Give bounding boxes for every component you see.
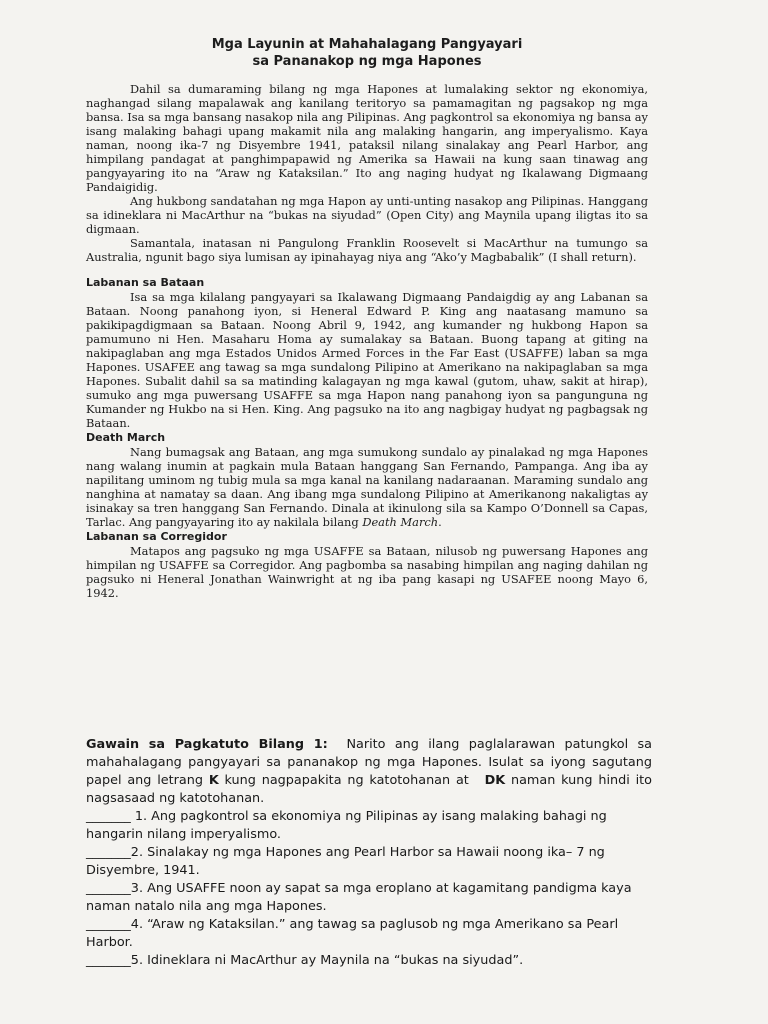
intro-paragraph-3: Samantala, inatasan ni Pangulong Franklin Roosevelt si MacArthur na tumungo sa Australia, ngunit bago siya lumisan ay ipinahayag niya ang “Ako’y Magbabalik” (I shall return).	[86, 236, 648, 264]
answer-blank-1[interactable]: _______	[86, 809, 131, 824]
section-text-bataan: Isa sa mga kilalang pangyayari sa Ikalawang Digmaang Pandaigdig ay ang Labanan sa Bataan. Noong panahong iyon, si Heneral Edward P. King ang naatasang mamuno sa pakikipagdigmaan sa Bataan. Noong Abril 9, 1942, ang kumander ng hukbong Hapon sa pamumuno ni Hen. Masaharu Homa ay sumalakay sa Bataan. Buong tapang at giting na nakipaglaban ang mga Estados Unidos Armed Forces in the Far East (USAFFE) laban sa mga Hapones. USAFEE ang tawag sa mga sundalong Pilipino at Amerikano na nakipaglaban sa mga Hapones. Subalit dahil sa sa matinding kalagayan ng mga kawal (gutom, uhaw, sakit at hirap), sumuko ang mga puwersang USAFFE sa mga Hapon nang panahong iyon sa pangunguna ng Kumander ng Hukbo na si Hen. King. Ang pagsuko na ito ang nagbigay hudyat ng pagbagsak ng Bataan.	[86, 290, 648, 430]
section-heading-corregidor: Labanan sa Corregidor	[86, 530, 227, 543]
answer-blank-3[interactable]: _______	[86, 881, 131, 896]
instructions-part-2: kung nagpapakita ng katotohanan at	[218, 773, 475, 788]
title-line-2: sa Pananakop ng mga Hapones	[252, 54, 482, 69]
section-heading-death-march: Death March	[86, 431, 166, 444]
death-march-term: Death March	[362, 515, 439, 529]
activity-label: Gawain sa Pagkatuto Bilang 1:	[86, 737, 328, 752]
item-text-5: 5. Idineklara ni MacArthur ay Maynila na “bukas na siyudad”.	[130, 953, 524, 968]
intro-paragraph-2: Ang hukbong sandatahan ng mga Hapon ay unti-unting nasakop ang Pilipinas. Hanggang sa idineklara ni MacArthur na “bukas na siyudad” (Open City) ang Maynila upang iligtas ito sa digmaan.	[86, 194, 648, 236]
document-body	[86, 36, 648, 600]
answer-blank-2[interactable]: _______	[86, 845, 131, 860]
activity-item-5	[86, 952, 652, 970]
activity-item-1	[86, 808, 652, 844]
section-text-corregidor: Matapos ang pagsuko ng mga USAFFE sa Bataan, nilusob ng puwersang Hapones ang himpilan ng USAFFE sa Corregidor. Ang pagbomba sa nasabing himpilan ang naging dahilan ng pagsuko ni Heneral Jonathan Wainwright at ng iba pang kasapi ng USAFEE noong Mayo 6, 1942.	[86, 544, 648, 600]
activity-item-4	[86, 916, 652, 952]
letter-dk: DK	[484, 773, 506, 788]
item-text-3: 3. Ang USAFFE noon ay sapat sa mga eroplano at kagamitang pandigma kaya naman natalo nila ang mga Hapones.	[86, 881, 632, 914]
intro-paragraph-1: Dahil sa dumaraming bilang ng mga Hapones at lumalaking sektor ng ekonomiya, naghangad silang mapalawak ang kanilang teritoryo sa pamamagitan ng pagsakop ng mga bansa. Isa sa mga bansang nasakop nila ang Pilipinas. Ang pagkontrol sa ekonomiya ng bansa ay isang malaking bahagi upang makamit nila ang malaking hangarin, ang imperyalismo. Kaya naman, noong ika-7 ng Disyembre 1941, pataksil nilang sinalakay ang Pearl Harbor, ang himpilang pandagat at panghimpapawid ng Amerika sa Hawaii na kung saan tinawag ang pangyayaring ito na “Araw ng Kataksilan.” Ito ang naging hudyat ng Ikalawang Digmaang Pandaigidig.	[86, 82, 648, 194]
section-heading-bataan: Labanan sa Bataan	[86, 276, 205, 289]
item-text-4: 4. “Araw ng Kataksilan.” ang tawag sa paglusob ng mga Amerikano sa Pearl Harbor.	[86, 917, 619, 950]
death-march-text: Nang bumagsak ang Bataan, ang mga sumukong sundalo ay pinalakad ng mga Hapones nang walang inumin at pagkain mula Bataan hanggang San Fernando, Pampanga. Ang iba ay napilitang uminom ng tubig mula sa mga kanal na kanilang nadaraanan. Maraming sundalo ang nanghina at namatay sa daan. Ang ibang mga sundalong Pilipino at Amerikanong nakaligtas ay isinakay sa tren hanggang San Fernando. Dinala at ikinulong sila sa Kampo O’Donnell sa Capas, Tarlac. Ang pangyayaring ito ay nakilala bilang	[86, 445, 648, 529]
section-text-death-march	[86, 445, 648, 529]
answer-blank-5[interactable]: _______	[86, 953, 131, 968]
instructions-part-3: naman kung hindi ito nagsasaad ng katotohanan.	[86, 773, 652, 806]
answer-blank-4[interactable]: _______	[86, 917, 131, 932]
title-line-1: Mga Layunin at Mahahalagang Pangyayari	[211, 37, 523, 52]
page-title	[86, 36, 648, 70]
activity-item-2	[86, 844, 652, 880]
item-text-1: 1. Ang pagkontrol sa ekonomiya ng Pilipinas ay isang malaking bahagi ng hangarin nilang imperyalismo.	[86, 809, 607, 842]
activity-item-3	[86, 880, 652, 916]
instructions-part-1: Narito ang ilang paglalarawan patungkol sa mahahalagang pangyayari sa pananakop ng mga Hapones. Isulat sa iyong sagutang papel ang letrang	[86, 737, 652, 788]
item-text-2: 2. Sinalakay ng mga Hapones ang Pearl Harbor sa Hawaii noong ika– 7 ng Disyembre, 1941.	[86, 845, 605, 878]
activity-instructions	[86, 736, 652, 808]
letter-k: K	[208, 773, 219, 788]
activity-section	[86, 736, 652, 970]
death-march-period: .	[438, 515, 442, 529]
